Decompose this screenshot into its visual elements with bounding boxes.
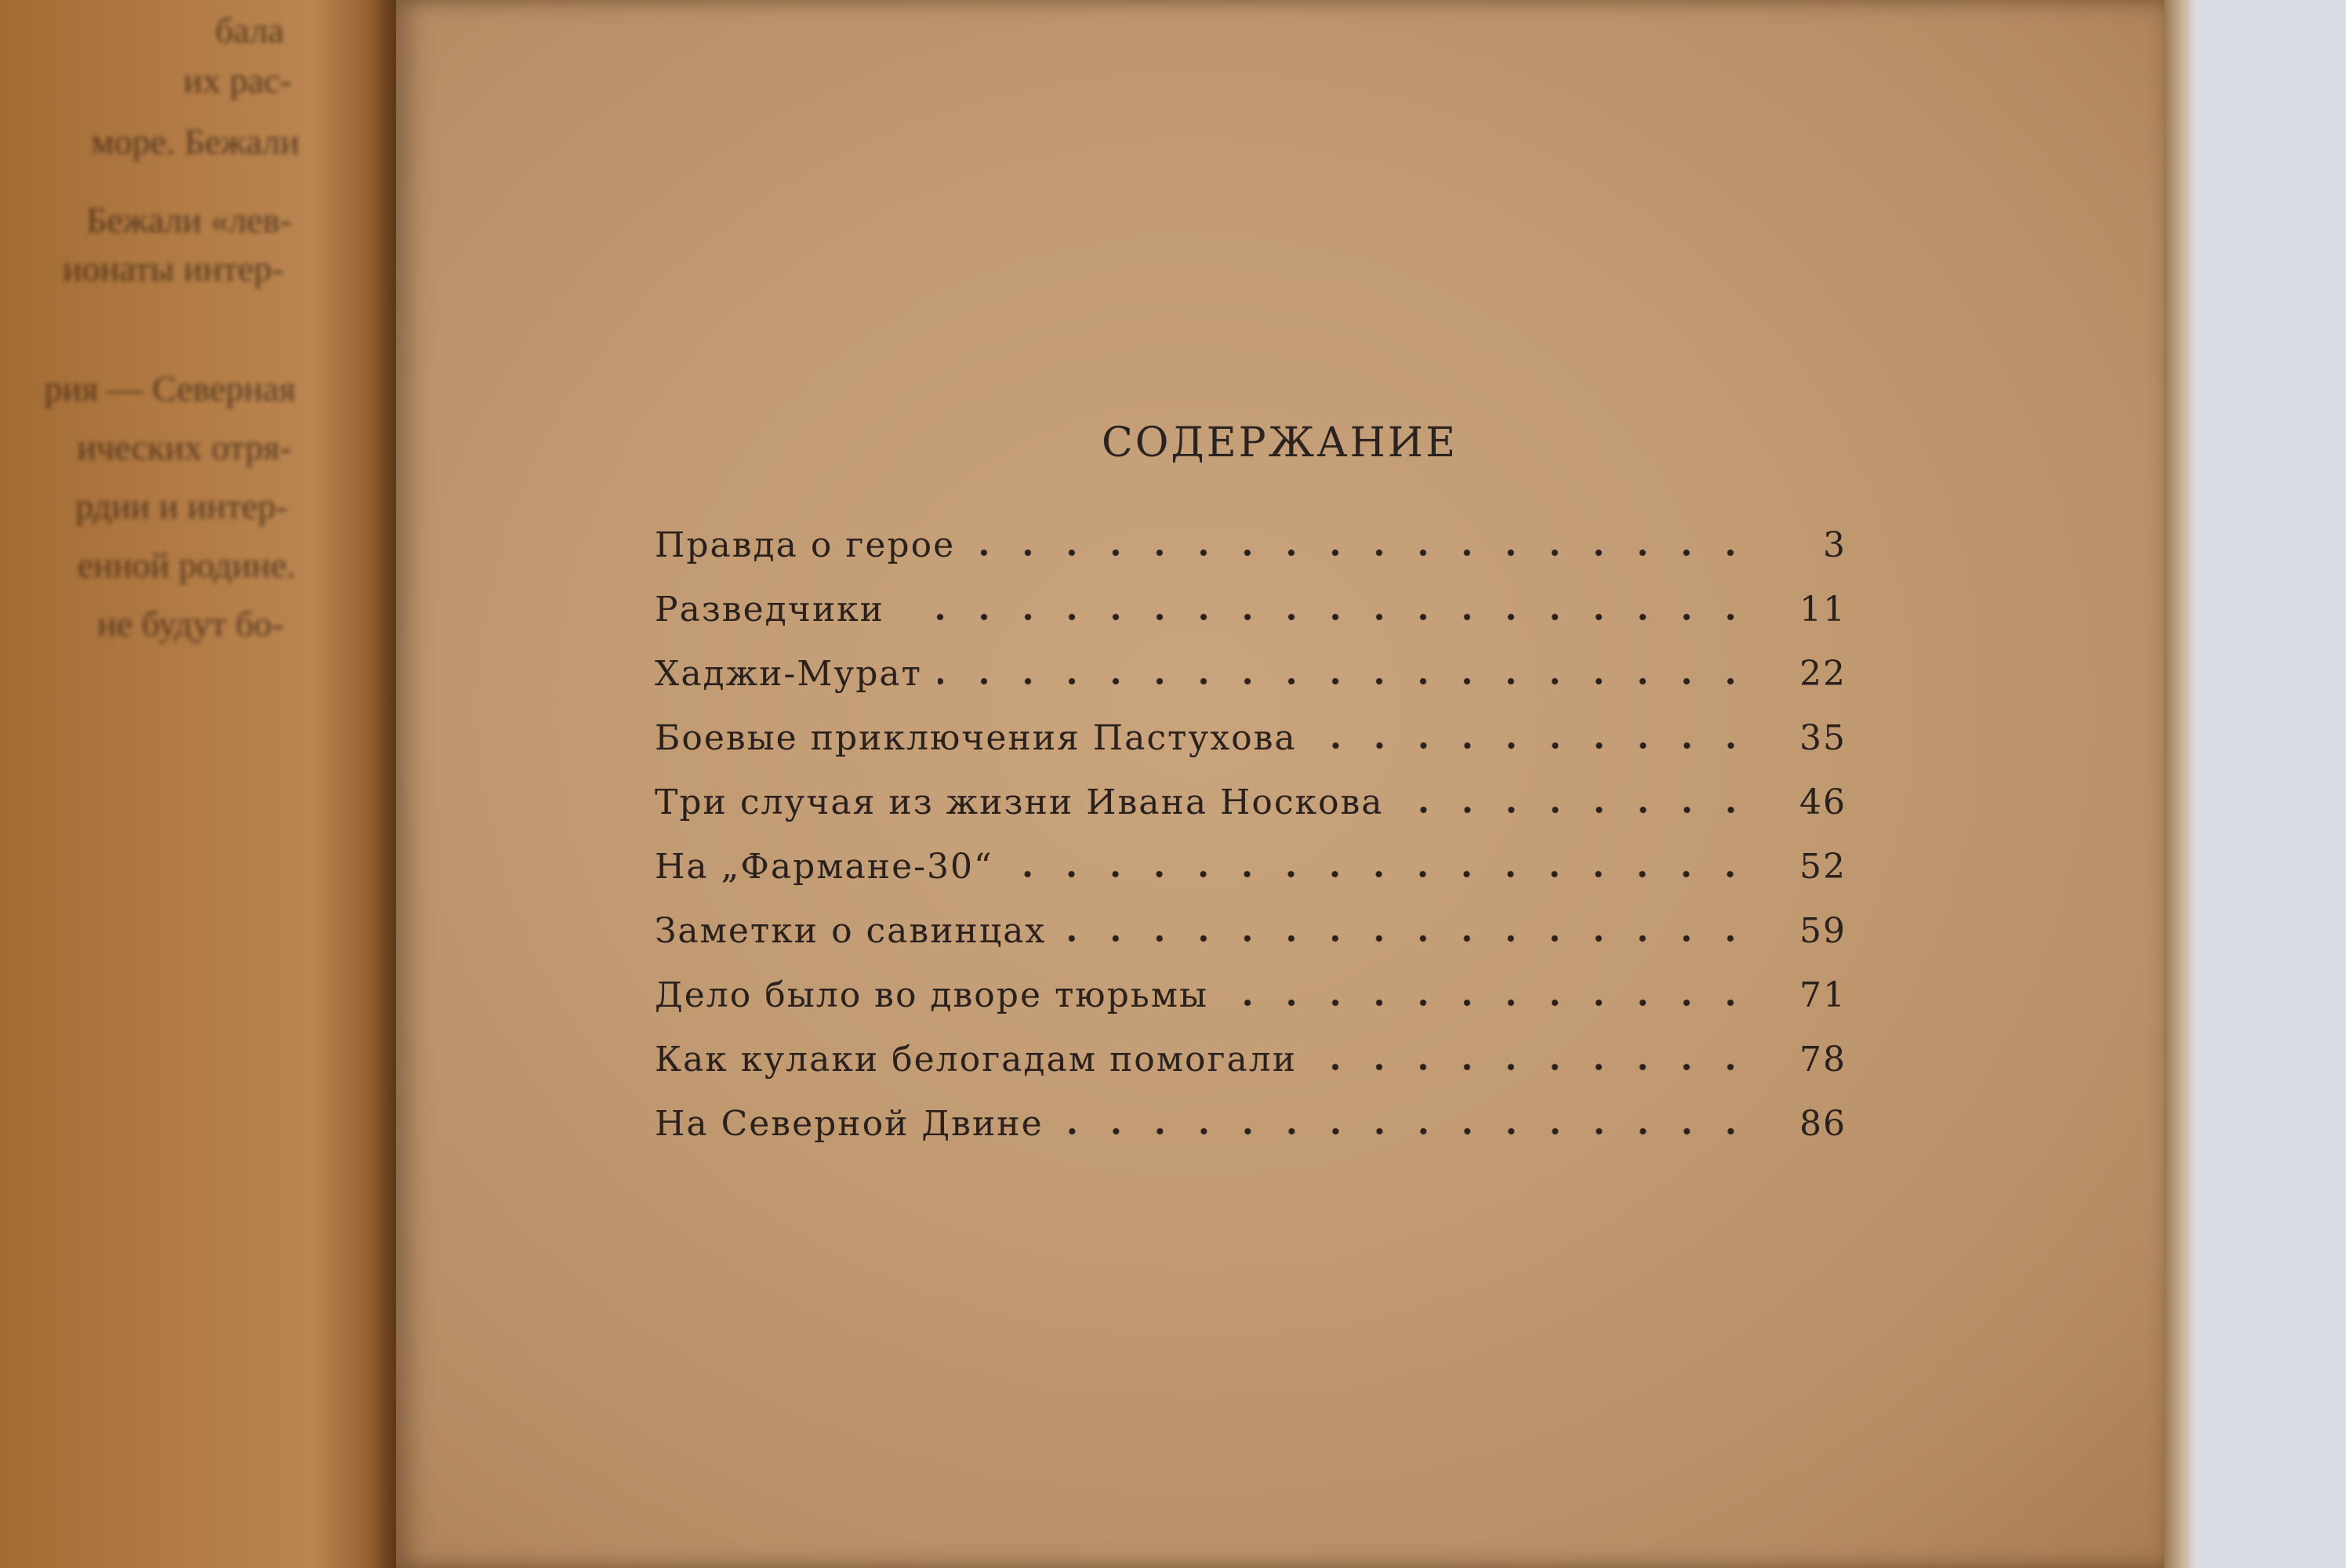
toc-dot-leader	[1224, 999, 1752, 1007]
toc-entry-title: Заметки о савинцах	[655, 911, 1047, 951]
toc-entry	[655, 911, 1847, 975]
toc-dot-leader	[1313, 742, 1752, 750]
toc-entry-title: Боевые приключения Пастухова	[655, 718, 1297, 758]
toc-entry	[655, 847, 1847, 911]
toc-entry-title: На „Фармане-30“	[655, 847, 993, 887]
left-page-line: не будут бо-	[96, 604, 284, 644]
left-page-line: море. Бежали	[91, 122, 300, 162]
toc-entry	[655, 1104, 1847, 1168]
left-page-line: их рас-	[183, 60, 292, 100]
toc-dot-leader	[900, 613, 1752, 621]
toc-entry	[655, 782, 1847, 847]
toc-entry-title: Хаджи-Мурат	[655, 654, 922, 694]
left-page-line: ионаты интер-	[62, 249, 284, 289]
toc-dot-leader	[1313, 1063, 1752, 1071]
toc-entry-title: На Северной Двине	[655, 1104, 1044, 1144]
toc-entry-page: 46	[1799, 782, 1847, 822]
toc-entry	[655, 1040, 1847, 1104]
toc-entry-page: 59	[1799, 911, 1847, 951]
toc-entry-title: Три случая из жизни Ивана Носкова	[655, 782, 1384, 822]
toc-entry-page: 3	[1823, 525, 1847, 565]
left-page-line: рия — Северная	[44, 368, 296, 408]
toc-entry-page: 35	[1799, 718, 1847, 758]
toc-entry-title: Разведчики	[655, 590, 884, 630]
left-page-line: Бежали «лев-	[86, 200, 292, 240]
toc-entry-page: 11	[1799, 590, 1847, 630]
toc-entry	[655, 654, 1847, 718]
toc-entry-title: Дело было во дворе тюрьмы	[655, 975, 1208, 1015]
toc-dot-leader	[1400, 806, 1752, 814]
toc-entry	[655, 975, 1847, 1040]
toc-dot-leader	[938, 677, 1752, 685]
toc-dot-leader	[1062, 935, 1752, 942]
toc-entry-page: 78	[1799, 1040, 1847, 1080]
left-page-line: рдии и интер-	[75, 486, 288, 526]
left-page-line: бала	[215, 10, 284, 50]
toc-entry-title: Как кулаки белогадам помогали	[655, 1040, 1298, 1080]
toc-entry-page: 71	[1799, 975, 1847, 1015]
table-of-contents	[655, 525, 1847, 1168]
left-page-text	[0, 0, 401, 706]
left-page-line: енной родине.	[78, 545, 296, 585]
toc-dot-leader	[971, 549, 1752, 557]
toc-entry	[655, 718, 1847, 782]
left-page-line: ических отря-	[77, 427, 292, 467]
toc-entry-page: 52	[1799, 847, 1847, 887]
toc-entry	[655, 590, 1847, 654]
contents-heading: СОДЕРЖАНИЕ	[1102, 419, 1458, 466]
page-edge	[2164, 0, 2195, 1568]
toc-entry-page: 22	[1799, 654, 1847, 694]
toc-entry-title: Правда о герое	[655, 525, 956, 565]
toc-dot-leader	[1008, 870, 1752, 878]
toc-dot-leader	[1059, 1127, 1752, 1135]
toc-entry	[655, 525, 1847, 590]
left-page	[0, 0, 401, 1568]
toc-entry-page: 86	[1799, 1104, 1847, 1144]
